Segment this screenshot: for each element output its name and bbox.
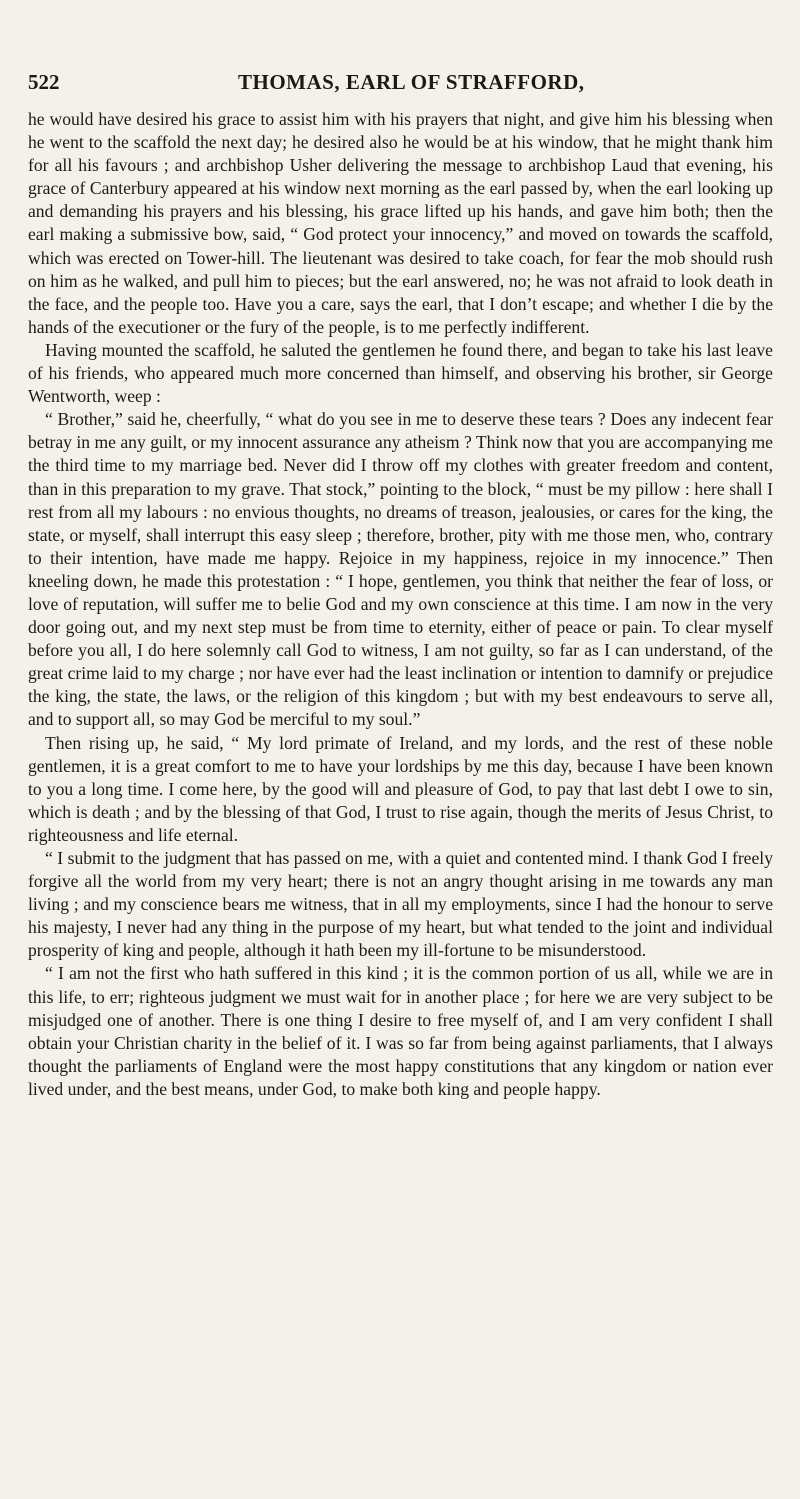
running-head: [28, 70, 773, 104]
body-text: [28, 108, 773, 1101]
paragraph-3: “ Brother,” said he, cheerfully, “ what do you see in me to deserve these tears ? Does any indecent fear betray in me any guilt, or my innocent assurance any atheism ? Think now that you are accompanying me the third time to my marriage bed. Never did I throw off my clothes with greater freedom and content, than in this preparation to my grave. That stock,” pointing to the block, “ must be my pillow : here shall I rest from all my labours : no envious thoughts, no dreams of treason, jealousies, or cares for the king, the state, or myself, shall interrupt this easy sleep ; therefore, brother, pity with me those men, who, contrary to their intention, have made me happy. Rejoice in my happiness, rejoice in my innocence.” Then kneeling down, he made this protestation : “ I hope, gentlemen, you think that neither the fear of loss, or love of reputation, will suffer me to belie God and my own conscience at this time. I am now in the very door going out, and my next step must be from time to eternity, either of peace or pain. To clear myself before you all, I do here solemnly call God to witness, I am not guilty, so far as I can understand, of the great crime laid to my charge ; nor have ever had the least inclination or intention to damnify or prejudice the king, the state, the laws, or the religion of this kingdom ; but with my best endeavours to serve all, and to support all, so may God be merciful to my soul.”: [28, 409, 773, 730]
page-number: 522: [28, 70, 60, 94]
paragraph-2: Having mounted the scaffold, he saluted the gentlemen he found there, and began to take his last leave of his friends, who appeared much more concerned than himself, and observing his brother, sir George Wentworth, weep :: [28, 339, 773, 407]
paragraph-4: Then rising up, he said, “ My lord primate of Ireland, and my lords, and the rest of these noble gentlemen, it is a great comfort to me to have your lordships by me this day, because I have been known to you a long time. I come here, by the good will and pleasure of God, to pay that last debt I owe to sin, which is death ; and by the blessing of that God, I trust to rise again, though the merits of Jesus Christ, to righteousness and life eternal.: [28, 732, 773, 845]
running-title: THOMAS, EARL OF STRAFFORD,: [238, 70, 585, 94]
paragraph-1: he would have desired his grace to assist him with his prayers that night, and give him his blessing when he went to the scaffold the next day; he desired also he would be at his window, that he might thank him for all his favours ; and archbishop Usher delivering the message to archbishop Laud that evening, his grace of Canterbury appeared at his window next morning as the earl passed by, when the earl looking up and demanding his prayers and his blessing, his grace lifted up his hands, and gave him both; then the earl making a submissive bow, said, “ God protect your innocency,” and moved on towards the scaffold, which was erected on Tower-hill. The lieutenant was desired to take coach, for fear the mob should rush on him as he walked, and pull him to pieces; but the earl answered, no; he was not afraid to look death in the face, and the people too. Have you a care, says the earl, that I don’t escape; and whether I die by the hands of the executioner or the fury of the people, is to me perfectly indifferent.: [28, 109, 773, 337]
paragraph-6: “ I am not the first who hath suffered in this kind ; it is the common portion of us all, while we are in this life, to err; righteous judgment we must wait for in another place ; for here we are very subject to be misjudged one of another. There is one thing I desire to free myself of, and I am very confident I shall obtain your Christian charity in the belief of it. I was so far from being against parliaments, that I always thought the parliaments of England were the most happy constitutions that any kingdom or nation ever lived under, and the best means, under God, to make both king and people happy.: [28, 963, 773, 1099]
paragraph-5: “ I submit to the judgment that has passed on me, with a quiet and contented mind. I thank God I freely forgive all the world from my very heart; there is not an angry thought arising in me towards any man living ; and my conscience bears me witness, that in all my employments, since I had the honour to serve his majesty, I never had any thing in the purpose of my heart, but what tended to the joint and individual prosperity of king and people, although it hath been my ill-fortune to be misunderstood.: [28, 848, 773, 961]
